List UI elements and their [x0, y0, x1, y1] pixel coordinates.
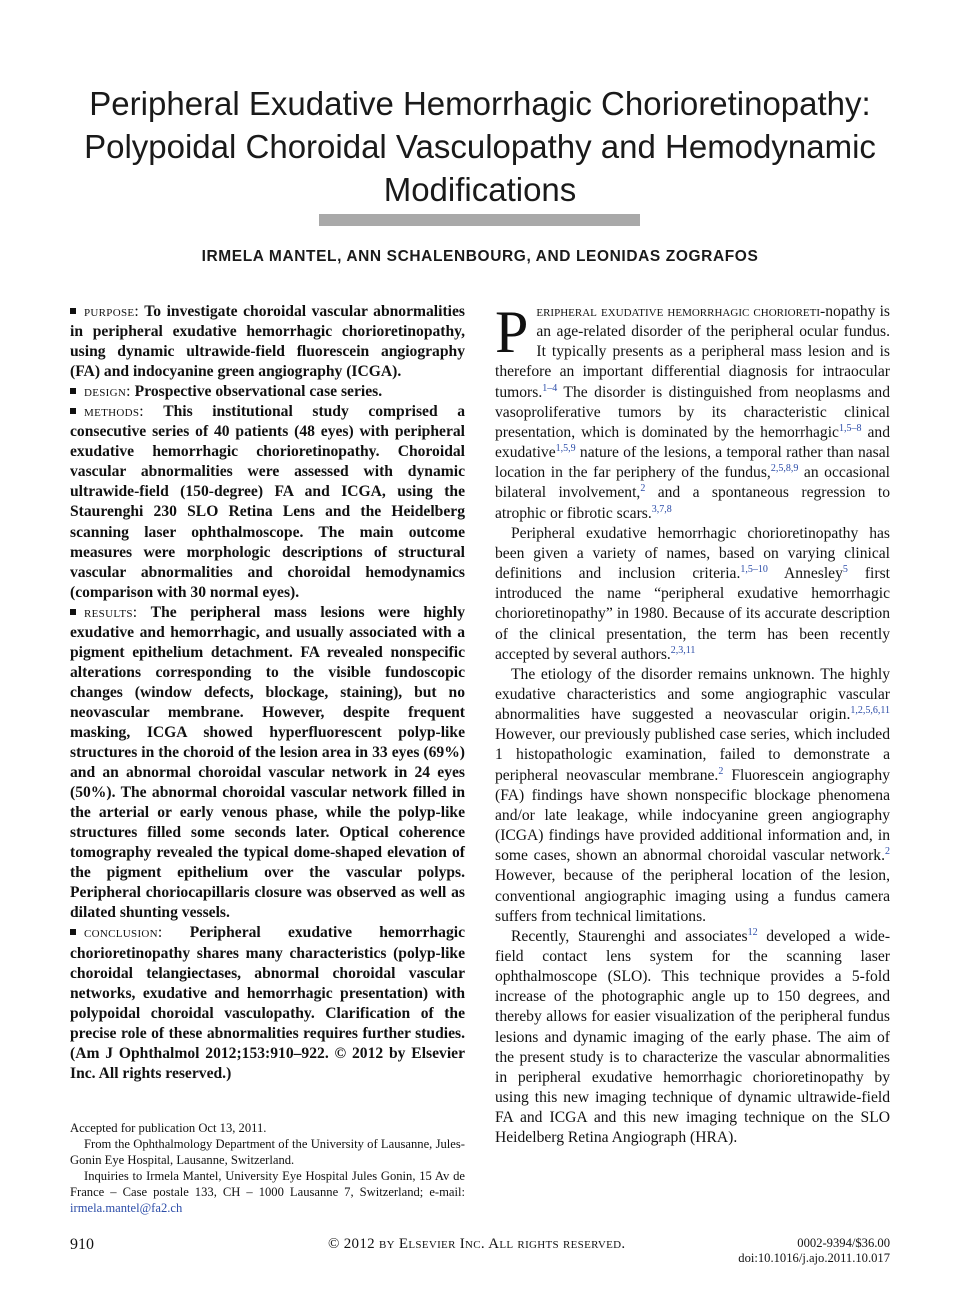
abstract-purpose [70, 302, 465, 382]
body-paragraph [495, 927, 890, 1149]
title-line: Modifications [383, 171, 577, 208]
section-text: Peripheral exudative hemorrhagic chorioretinopathy shares many characteristics (polyp-like choroidal telangiectases, abnormal choroidal vascular networks, exudative and hemorrhagic presentation) with polypoidal choroidal vasculopathy. Clarification of the precise role of these abnormalities requires further studies. [70, 924, 465, 1042]
bullet-icon [70, 308, 76, 314]
accepted-date: Accepted for publication Oct 13, 2011. [70, 1121, 267, 1135]
text-run: However, our previously published case series, which included 1 histopathologic examination, failed to demonstrate a peripheral neovascular membrane. [495, 726, 890, 784]
section-label: purpose: [84, 303, 140, 320]
ref-link[interactable]: 2 [885, 846, 890, 858]
ref-link[interactable]: 1,5–8 [838, 422, 862, 434]
text-run: However, because of the peripheral location of the lesion, conventional angiographic imaging using a fundus camera suffers from technical limitations. [495, 867, 890, 925]
affiliation: From the Ophthalmology Department of the University of Lausanne, Jules-Gonin Eye Hospital, Lausanne, Switzerland. [70, 1136, 465, 1167]
text-run: The disorder is distinguished from neoplasms and vasoproliferative tumors by its characteristic clinical presentation, which is dominated by the hemorrhagic [495, 383, 890, 441]
title-line: Polypoidal Choroidal Vasculopathy and Hemodynamic [84, 128, 876, 165]
bullet-icon [70, 408, 76, 414]
body-paragraph [495, 299, 890, 524]
text-run: developed a wide-field contact lens system for the scanning laser ophthalmoscope (SLO). This technique provides a 5-fold increase of the photographic angle up to 150 degrees, and thereby allows for easier visualization of the peripheral fundus lesions and dynamic imaging of the early phase. The aim of the present study is to characterize the vascular abnormalities in peripheral exudative hemorrhagic chorioretinopathy by using this new imaging technique of dynamic ultrawide-field FA and ICGA and this new imaging technique on the SLO Heidelberg Retina Angiograph (HRA). [495, 927, 891, 1147]
section-label: methods: [84, 403, 144, 421]
ref-link[interactable]: 2 [640, 483, 646, 495]
email-link[interactable]: irmela.mantel@fa2.ch [70, 1200, 183, 1215]
section-text: To investigate choroidal vascular abnormalities in peripheral exudative hemorrhagic chorioretinopathy, using dynamic ultrawide-field fluorescein angiography (FA) and indocyanine green angiography (ICGA). [70, 303, 465, 381]
abstract [70, 302, 465, 1084]
bullet-icon [70, 388, 76, 394]
section-label: results: [84, 603, 138, 621]
title-divider [319, 214, 640, 226]
page-number: 910 [70, 1236, 94, 1253]
drop-cap: P [495, 299, 529, 365]
ref-link[interactable]: 5 [842, 564, 848, 576]
correspondence [70, 1169, 465, 1217]
ref-link[interactable]: 3,7,8 [651, 503, 672, 515]
text-run: first introduced the name “peripheral exudative hemorrhagic chorioretinopathy” in 1980. Because of its accurate description of the clinical presentation, the term has been recently accepted by several authors. [495, 565, 890, 663]
abstract-conclusion [70, 923, 465, 1083]
section-text: This institutional study comprised a consecutive series of 40 patients (48 eyes) with peripheral exudative hemorrhagic chorioretinopathy. Choroidal vascular abnormalities were assessed with dynamic ultrawide-field (150-degree) FA and ICGA, using the Staurenghi 230 SLO Retina Lens and the Heidelberg scanning laser ophthalmoscope. The main outcome measures were morphologic descriptions of structural vascular abnormalities and choroidal hemodynamics (comparison with 30 normal eyes). [70, 403, 465, 601]
text-run: The etiology of the disorder remains unknown. The highly exudative characteristics and some angiographic vascular abnormalities have suggested a neovascular origin. [495, 665, 890, 724]
ref-link[interactable]: 1,5–10 [740, 564, 768, 576]
article-title [60, 82, 900, 211]
title-line: Peripheral Exudative Hemorrhagic Chorioretinopathy: [89, 85, 871, 122]
text-run: and exudative [495, 423, 890, 462]
ref-link[interactable]: 1–4 [542, 382, 558, 394]
bullet-icon [70, 609, 76, 615]
author-list: IRMELA MANTEL, ANN SCHALENBOURG, AND LEONIDAS ZOGRAFOS [201, 248, 759, 265]
text-run: -nopathy is an age-related disorder of the peripheral ocular fundus. It typically presents as a peripheral mass lesion and is therefore an important differential diagnosis for intraocular tumors. [495, 303, 890, 401]
ref-link[interactable]: 1,2,5,6,11 [850, 705, 890, 717]
body-paragraph [495, 665, 890, 927]
ref-link[interactable]: 12 [747, 926, 758, 938]
abstract-design [70, 382, 465, 402]
body-paragraph [495, 524, 890, 665]
ref-link[interactable]: 2,3,11 [670, 644, 696, 656]
lead-in-caps: eripheral exudative hemorrhagic chorioreti [536, 303, 821, 320]
article-identifiers [738, 1236, 890, 1266]
abstract-methods [70, 402, 465, 602]
article-notes [70, 1121, 465, 1216]
abstract-results [70, 603, 465, 924]
text-run: and a spontaneous regression to atrophic or fibrotic scars. [495, 484, 890, 522]
ref-link[interactable]: 1,5,9 [555, 443, 576, 455]
section-text: The peripheral mass lesions were highly exudative and hemorrhagic, and usually associated with a pigment epithelium detachment. FA revealed nonspecific alterations corresponding to the visible fundoscopic changes (window defects, blockage, staining), but no neovascular membrane. However, despite frequent masking, ICGA showed hyperfluorescent polyp-like structures in the choroid of the lesion area in 33 eyes (69%) and an abnormal choroidal vascular network in 24 eyes (50%). The abnormal choroidal vascular network filled in the arterial or early venous phase, while the polyp-like structures filled some seconds later. Optical coherence tomography revealed the typical dome-shaped elevation of the pigment epithelium over the vascular polyps. Peripheral choriocapillaris closure was observed as well as dilated shunting vessels. [70, 603, 465, 922]
issn-price: 0002-9394/$36.00 [797, 1236, 890, 1250]
body-text [495, 299, 891, 1149]
text-run: nature of the lesions, a temporal rather than nasal location in the far periphery of the fundus, [495, 444, 890, 482]
section-label: conclusion: [84, 924, 163, 942]
doi: doi:10.1016/j.ajo.2011.10.017 [738, 1251, 890, 1265]
text-run: Annesley [767, 565, 843, 583]
correspondence-text: Inquiries to Irmela Mantel, University Eye Hospital Jules Gonin, 15 Av de France – Case postale 133, CH – 1000 Lausanne 7, Switzerland; e-mail: [70, 1168, 465, 1199]
ref-link[interactable]: 2 [718, 765, 724, 777]
bullet-icon [70, 929, 76, 935]
citation: (Am J Ophthalmol 2012;153:910–922. © 2012 by Elsevier Inc. All rights reserved.) [70, 1044, 465, 1082]
copyright-notice: © 2012 by Elsevier Inc. All rights reserved. [328, 1236, 626, 1252]
text-run: Peripheral exudative hemorrhagic chorioretinopathy has been given a variety of names, based on varying clinical definitions and inclusion criteria. [495, 524, 890, 583]
text-run: Fluorescein angiography (FA) findings have shown nonspecific blockage phenomena and/or late leakage, while indocyanine green angiography (ICGA) findings have provided additional information and, in some cases, shown an abnormal choroidal vascular network. [495, 766, 890, 865]
text-run: an occasional bilateral involvement, [495, 464, 890, 502]
section-label: design: [84, 383, 131, 401]
section-text: Prospective observational case series. [134, 383, 383, 401]
text-run: Recently, Staurenghi and associates [511, 927, 748, 945]
ref-link[interactable]: 2,5,8,9 [770, 463, 799, 475]
